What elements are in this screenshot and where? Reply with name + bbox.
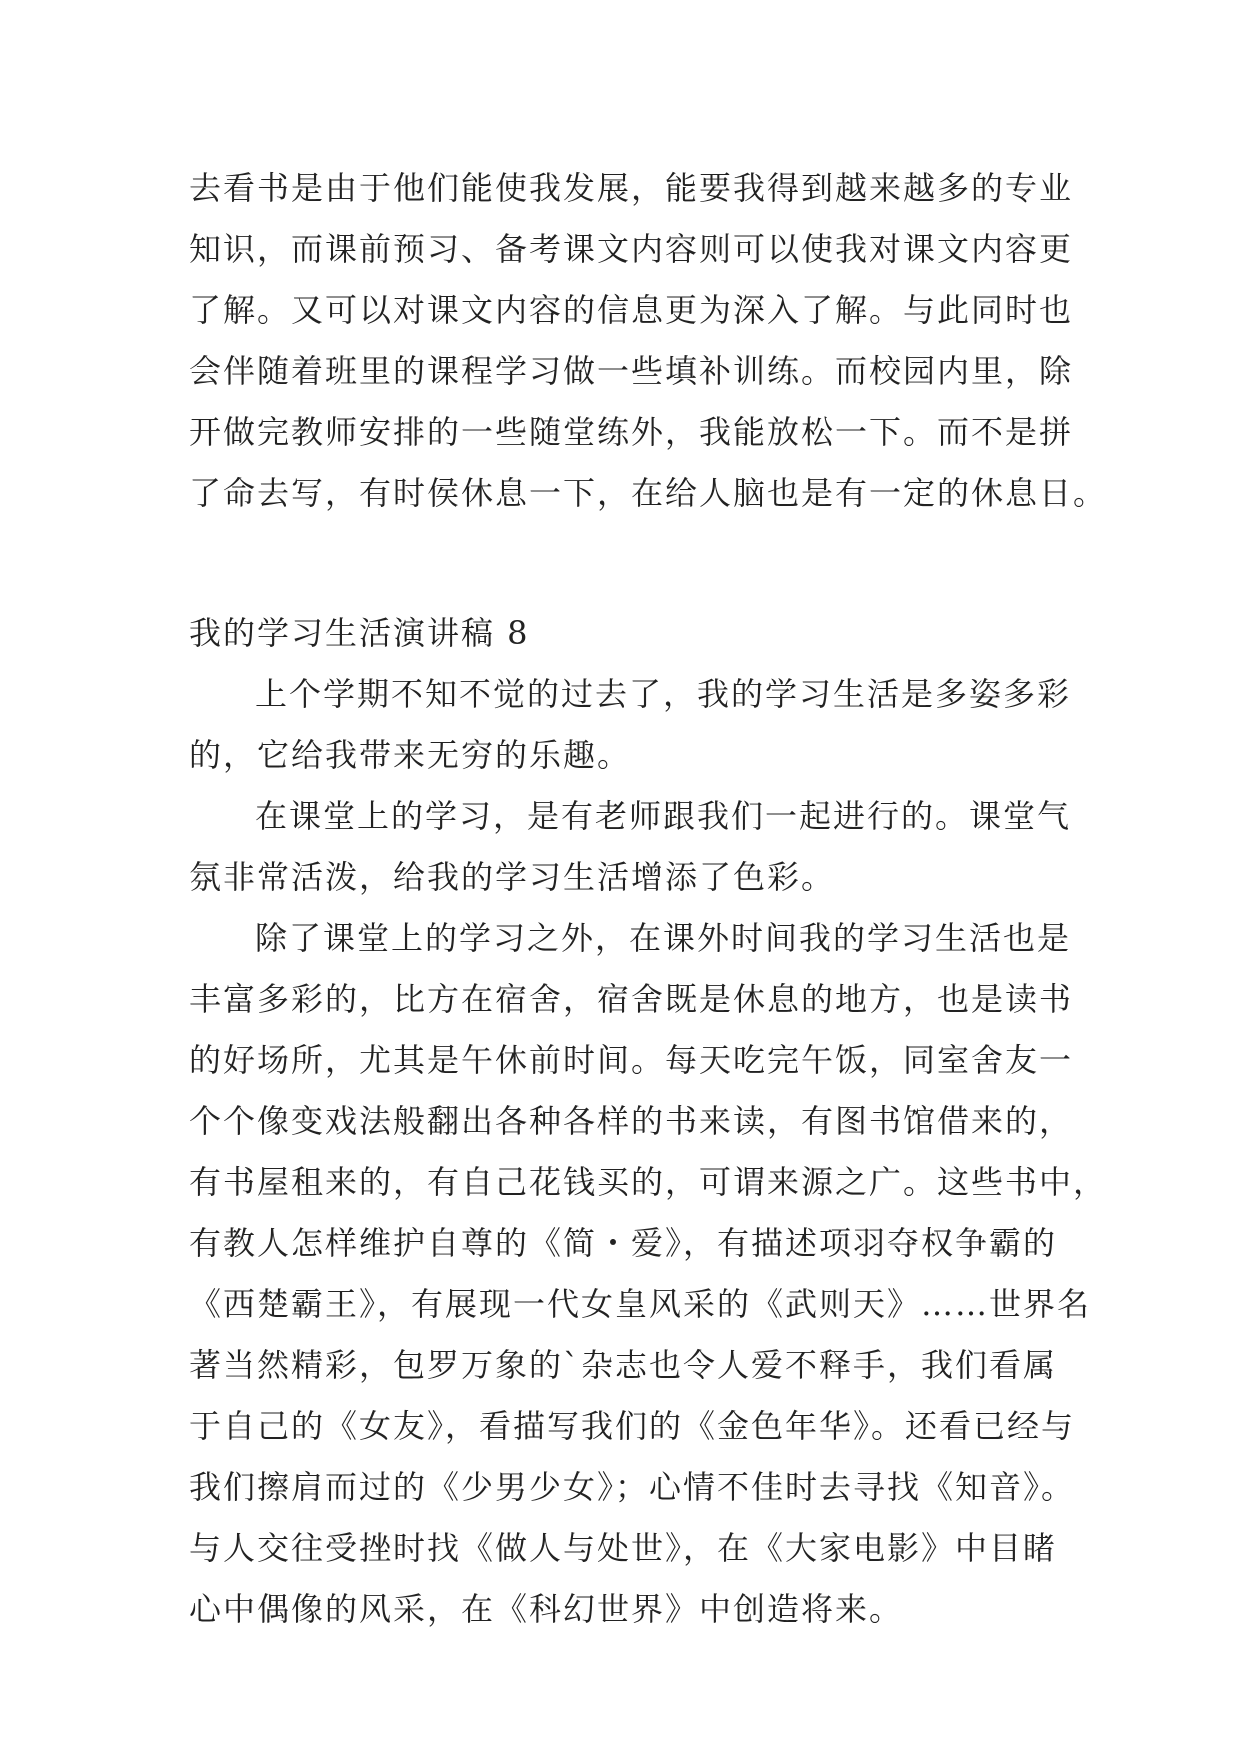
document-body <box>189 158 1108 1640</box>
text-line: 知识，而课前预习、备考课文内容则可以使我对课文内容更 <box>189 230 1074 268</box>
text-line: 上个学期不知不觉的过去了，我的学习生活是多姿多彩 <box>255 675 1072 713</box>
text-line: 与人交往受挫时找《做人与处世》，在《大家电影》中目睹 <box>189 1529 1058 1567</box>
paragraph-1 <box>189 664 1072 786</box>
paragraph-3 <box>189 908 1108 1640</box>
section-gap <box>189 524 1059 603</box>
text-line: 的好场所，尤其是午休前时间。每天吃完午饭，同室舍友一 <box>189 1041 1074 1079</box>
text-line: 了解。又可以对课文内容的信息更为深入了解。与此同时也 <box>189 291 1074 329</box>
text-line: 氛非常活泼，给我的学习生活增添了色彩。 <box>189 858 836 896</box>
section-heading: 我的学习生活演讲稿 8 <box>189 614 530 652</box>
text-line: 于自己的《女友》，看描写我们的《金色年华》。还看已经与 <box>189 1407 1076 1445</box>
text-line: 除了课堂上的学习之外，在课外时间我的学习生活也是 <box>255 919 1072 957</box>
text-line: 去看书是由于他们能使我发展，能要我得到越来越多的专业 <box>189 169 1074 207</box>
text-line: 了命去写，有时侯休息一下，在给人脑也是有一定的休息日。 <box>189 474 1108 512</box>
text-line: 心中偶像的风采，在《科幻世界》中创造将来。 <box>189 1590 904 1628</box>
text-line: 我们擦肩而过的《少男少女》；心情不佳时去寻找《知音》。 <box>189 1468 1076 1506</box>
text-line: 在课堂上的学习，是有老师跟我们一起进行的。课堂气 <box>255 797 1072 835</box>
text-line: 有教人怎样维护自尊的《简・爱》，有描述项羽夺权争霸的 <box>189 1224 1058 1262</box>
text-line: 《西楚霸王》，有展现一代女皇风采的《武则天》……世界名 <box>189 1285 1092 1323</box>
paragraph-continuation <box>189 158 1108 524</box>
text-line: 著当然精彩，包罗万象的`杂志也令人爱不释手，我们看属 <box>189 1346 1058 1384</box>
text-line: 的，它给我带来无穷的乐趣。 <box>189 736 632 774</box>
text-line: 个个像变戏法般翻出各种各样的书来读，有图书馆借来的， <box>189 1102 1074 1140</box>
text-line: 有书屋租来的，有自己花钱买的，可谓来源之广。这些书中， <box>189 1163 1108 1201</box>
paragraph-2 <box>189 786 1072 908</box>
text-line: 丰富多彩的，比方在宿舍，宿舍既是休息的地方，也是读书 <box>189 980 1074 1018</box>
text-line: 会伴随着班里的课程学习做一些填补训练。而校园内里，除 <box>189 352 1074 390</box>
text-line: 开做完教师安排的一些随堂练外，我能放松一下。而不是拼 <box>189 413 1074 451</box>
